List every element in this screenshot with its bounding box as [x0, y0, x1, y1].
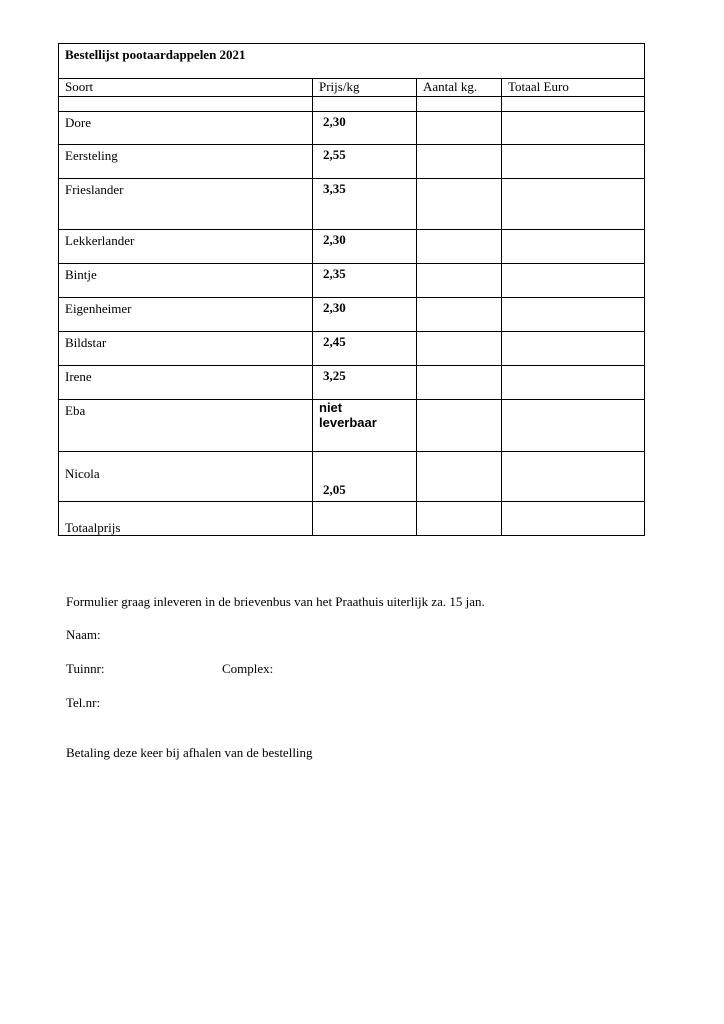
aantal-input-cell[interactable] — [417, 230, 502, 264]
name-label: Naam: — [66, 627, 101, 642]
price-cell: 2,05 — [313, 452, 417, 502]
table-row — [59, 452, 645, 502]
soort-cell: Irene — [59, 366, 313, 400]
header-soort: Soort — [59, 79, 313, 97]
soort-cell: Bintje — [59, 264, 313, 298]
price-cell: 3,25 — [313, 366, 417, 400]
soort-cell: Eersteling — [59, 145, 313, 179]
soort-cell: Frieslander — [59, 179, 313, 230]
order-table — [58, 43, 645, 536]
totaal-input-cell[interactable] — [502, 179, 645, 230]
price-cell: 2,45 — [313, 332, 417, 366]
totaal-input-cell[interactable] — [502, 230, 645, 264]
totaal-input-cell[interactable] — [502, 298, 645, 332]
total-label: Totaalprijs — [59, 502, 313, 536]
tuin-label: Tuinnr: — [66, 661, 105, 676]
tel-label: Tel.nr: — [66, 695, 101, 710]
price-cell: 2,30 — [313, 298, 417, 332]
payment-note: Betaling deze keer bij afhalen van de bestelling — [66, 745, 313, 760]
table-row — [59, 502, 645, 536]
aantal-input-cell[interactable] — [417, 332, 502, 366]
table-row — [59, 230, 645, 264]
aantal-input-cell[interactable] — [417, 366, 502, 400]
price-cell: 3,35 — [313, 179, 417, 230]
totaal-input-cell[interactable] — [502, 452, 645, 502]
soort-cell: Eigenheimer — [59, 298, 313, 332]
soort-cell: Dore — [59, 112, 313, 145]
aantal-input-cell[interactable] — [417, 112, 502, 145]
totaal-input-cell[interactable] — [502, 366, 645, 400]
aantal-input-cell[interactable] — [417, 264, 502, 298]
aantal-input-cell[interactable] — [417, 452, 502, 502]
table-row — [59, 112, 645, 145]
price-cell: 2,35 — [313, 264, 417, 298]
table-row — [59, 366, 645, 400]
table-row — [59, 298, 645, 332]
aantal-input-cell[interactable] — [417, 179, 502, 230]
table-row — [59, 145, 645, 179]
table-title: Bestellijst pootaardappelen 2021 — [59, 44, 645, 79]
aantal-input-cell[interactable] — [417, 298, 502, 332]
totaal-input-cell[interactable] — [502, 264, 645, 298]
aantal-input-cell[interactable] — [417, 400, 502, 452]
totaal-input-cell[interactable] — [502, 400, 645, 452]
table-row — [59, 332, 645, 366]
soort-cell: Nicola — [59, 452, 313, 502]
totaal-input-cell[interactable] — [502, 112, 645, 145]
complex-label: Complex: — [222, 661, 274, 676]
instruction-text: Formulier graag inleveren in de brievenbus van het Praathuis uiterlijk za. 15 jan. — [66, 594, 485, 609]
aantal-input-cell[interactable] — [417, 145, 502, 179]
header-aantal: Aantal kg. — [417, 79, 502, 97]
total-input-cell[interactable] — [502, 502, 645, 536]
totaal-input-cell[interactable] — [502, 145, 645, 179]
header-totaal: Totaal Euro — [502, 79, 645, 97]
totaal-input-cell[interactable] — [502, 332, 645, 366]
price-line-1: niet — [319, 400, 343, 415]
price-cell: 2,30 — [313, 230, 417, 264]
table-row — [59, 400, 645, 452]
price-cell: 2,30 — [313, 112, 417, 145]
table-row — [59, 264, 645, 298]
price-cell: 2,55 — [313, 145, 417, 179]
soort-cell: Lekkerlander — [59, 230, 313, 264]
price-line-2: leverbaar — [319, 415, 377, 430]
table-row — [59, 179, 645, 230]
soort-cell: Eba — [59, 400, 313, 452]
soort-cell: Bildstar — [59, 332, 313, 366]
price-cell — [313, 400, 417, 452]
header-prijs: Prijs/kg — [313, 79, 417, 97]
